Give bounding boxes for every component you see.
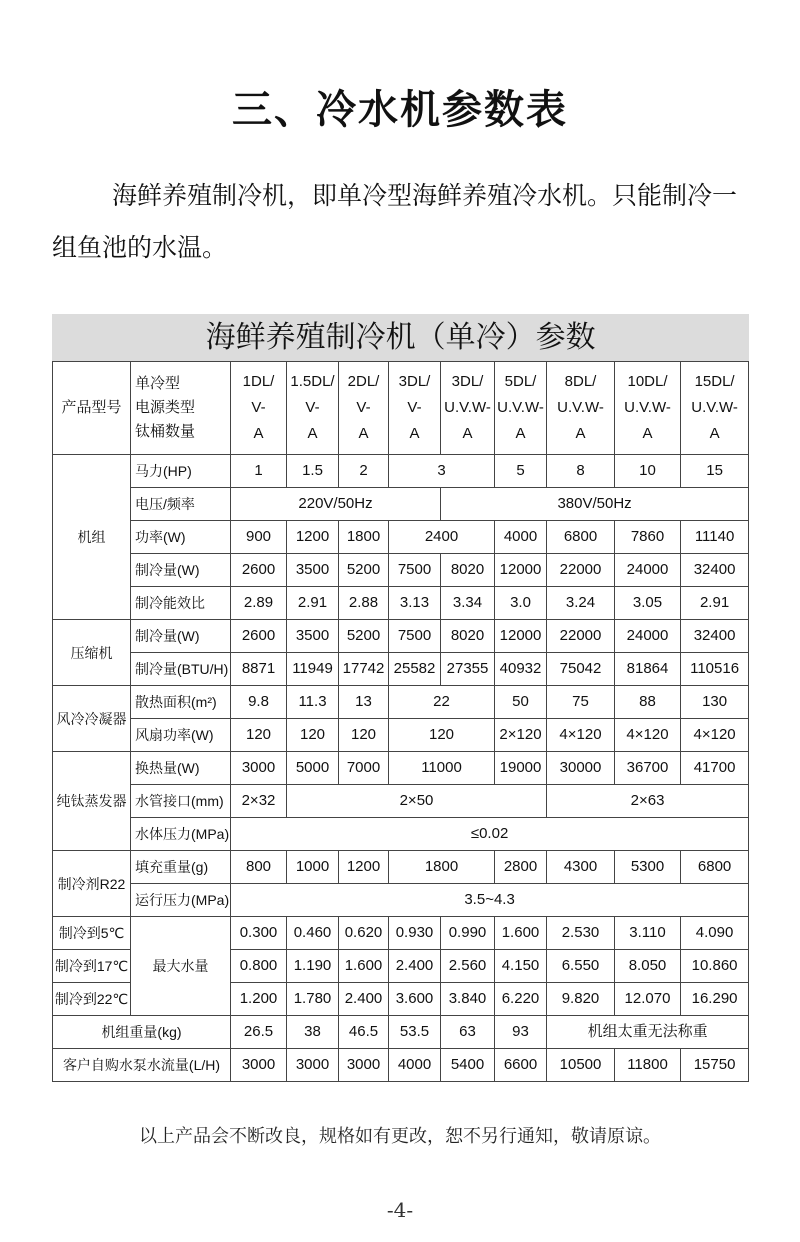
row-label: 客户自购水泵水流量(L/H)	[53, 1049, 231, 1082]
table-cell: 0.620	[339, 917, 389, 950]
table-cell: 93	[495, 1016, 547, 1049]
table-cell: 2×120	[495, 719, 547, 752]
table-cell: 0.800	[231, 950, 287, 983]
model-line: A	[253, 425, 264, 442]
table-row	[53, 587, 749, 620]
model-line: A	[409, 425, 420, 442]
table-cell: 5400	[441, 1049, 495, 1082]
table-cell: 4000	[495, 521, 547, 554]
table-cell: 1200	[287, 521, 339, 554]
table-cell: 800	[231, 851, 287, 884]
table-cell: 4300	[547, 851, 615, 884]
row-label: 风扇功率(W)	[131, 719, 231, 752]
table-cell: 2.560	[441, 950, 495, 983]
table-cell: 3.5~4.3	[231, 884, 749, 917]
model-line: V-	[251, 399, 266, 416]
model-line: U.V.W-	[691, 399, 738, 416]
table-cell: 1200	[339, 851, 389, 884]
table-cell: 7500	[389, 620, 441, 653]
model-line: U.V.W-	[624, 399, 671, 416]
row-label: 填充重量(g)	[131, 851, 231, 884]
table-cell: 2×32	[231, 785, 287, 818]
model-line: A	[709, 425, 720, 442]
group-label: 最大水量	[131, 917, 231, 1016]
table-cell: 2.400	[339, 983, 389, 1016]
table-cell: 1.780	[287, 983, 339, 1016]
page-number: -4-	[386, 1198, 414, 1222]
table-cell: 15	[681, 455, 749, 488]
table-cell: 120	[231, 719, 287, 752]
table-cell: 8	[547, 455, 615, 488]
table-row	[53, 752, 749, 785]
table-cell: 3.840	[441, 983, 495, 1016]
table-cell: 3.34	[441, 587, 495, 620]
table-cell: 22000	[547, 620, 615, 653]
table-cell: 3.05	[615, 587, 681, 620]
model-line: A	[642, 425, 653, 442]
footnote: 以上产品会不断改良，规格如有更改，恕不另行通知，敬请原谅。	[139, 1126, 661, 1147]
table-cell: 5200	[339, 620, 389, 653]
table-cell: 4.150	[495, 950, 547, 983]
table-cell: 1.200	[231, 983, 287, 1016]
model-line: 2DL/	[347, 373, 380, 390]
table-cell: 3.24	[547, 587, 615, 620]
table-cell: 5300	[615, 851, 681, 884]
table-cell: 2600	[231, 554, 287, 587]
model-line: 15DL/	[694, 373, 735, 390]
model-cell	[547, 362, 615, 455]
table-cell: 24000	[615, 554, 681, 587]
row-label: 功率(W)	[131, 521, 231, 554]
table-cell: 12000	[495, 554, 547, 587]
table-cell: 3000	[339, 1049, 389, 1082]
table-cell: 4×120	[681, 719, 749, 752]
row-label: 制冷能效比	[131, 587, 231, 620]
table-cell: 75042	[547, 653, 615, 686]
table-cell: 40932	[495, 653, 547, 686]
model-line: U.V.W-	[497, 399, 544, 416]
table-cell: 6.550	[547, 950, 615, 983]
model-line: U.V.W-	[444, 399, 491, 416]
row-label: 水体压力(MPa)	[131, 818, 231, 851]
row-label: 制冷量(BTU/H)	[131, 653, 231, 686]
table-cell: 3500	[287, 620, 339, 653]
model-cell	[441, 362, 495, 455]
model-line: 3DL/	[451, 373, 484, 390]
table-cell: 13	[339, 686, 389, 719]
table-cell: 38	[287, 1016, 339, 1049]
table-cell: 3000	[231, 1049, 287, 1082]
group-label: 制冷到22℃	[53, 983, 131, 1016]
table-row	[53, 884, 749, 917]
table-cell: 9.820	[547, 983, 615, 1016]
table-cell: 120	[287, 719, 339, 752]
row-label: 运行压力(MPa)	[131, 884, 231, 917]
table-cell: 12000	[495, 620, 547, 653]
model-cell	[231, 362, 287, 455]
table-row	[53, 917, 749, 950]
table-cell: 4×120	[615, 719, 681, 752]
model-line: 3DL/	[398, 373, 431, 390]
table-cell: 3000	[287, 1049, 339, 1082]
table-cell: 2.88	[339, 587, 389, 620]
table-cell: 2×50	[287, 785, 547, 818]
table-cell: 19000	[495, 752, 547, 785]
table-cell: 2.91	[681, 587, 749, 620]
table-cell: 0.990	[441, 917, 495, 950]
group-label: 机组	[53, 455, 131, 620]
table-row	[53, 719, 749, 752]
model-line: 5DL/	[504, 373, 537, 390]
table-cell: 26.5	[231, 1016, 287, 1049]
row-label: 马力(HP)	[131, 455, 231, 488]
model-line: 1.5DL/	[290, 373, 335, 390]
table-cell: 11000	[389, 752, 495, 785]
model-cell	[495, 362, 547, 455]
table-cell: 6.220	[495, 983, 547, 1016]
table-cell: 3.110	[615, 917, 681, 950]
table-cell: 2600	[231, 620, 287, 653]
table-row	[53, 488, 749, 521]
group-label: 制冷到5℃	[53, 917, 131, 950]
table-cell: 11.3	[287, 686, 339, 719]
table-cell: 380V/50Hz	[441, 488, 749, 521]
model-line: A	[575, 425, 586, 442]
table-cell: 36700	[615, 752, 681, 785]
table-cell: 7500	[389, 554, 441, 587]
table-cell: 75	[547, 686, 615, 719]
table-cell: 88	[615, 686, 681, 719]
row-label: 水管接口(mm)	[131, 785, 231, 818]
row-label: 电压/频率	[131, 488, 231, 521]
table-cell: 7000	[339, 752, 389, 785]
table-cell: 1.5	[287, 455, 339, 488]
table-cell: 32400	[681, 554, 749, 587]
spec-table	[52, 314, 749, 1082]
table-cell: 1800	[389, 851, 495, 884]
model-label: 产品型号	[53, 362, 131, 455]
table-cell: 16.290	[681, 983, 749, 1016]
table-cell: 1.600	[339, 950, 389, 983]
model-line: V-	[407, 399, 422, 416]
table-cell: 2.89	[231, 587, 287, 620]
table-cell: 7860	[615, 521, 681, 554]
table-cell: 1.190	[287, 950, 339, 983]
model-line: V-	[356, 399, 371, 416]
table-cell: 46.5	[339, 1016, 389, 1049]
table-cell: 5000	[287, 752, 339, 785]
table-caption: 海鲜养殖制冷机（单冷）参数	[53, 315, 749, 362]
table-row	[53, 818, 749, 851]
table-cell: 3	[389, 455, 495, 488]
table-cell: 6800	[547, 521, 615, 554]
table-cell: 4×120	[547, 719, 615, 752]
table-cell: 22	[389, 686, 495, 719]
sub-label: 电源类型	[135, 399, 196, 416]
table-cell: 41700	[681, 752, 749, 785]
table-cell: 2×63	[547, 785, 749, 818]
table-cell: 1.600	[495, 917, 547, 950]
table-cell: 1	[231, 455, 287, 488]
table-cell: ≤0.02	[231, 818, 749, 851]
table-cell: 12.070	[615, 983, 681, 1016]
table-cell: 32400	[681, 620, 749, 653]
table-cell: 50	[495, 686, 547, 719]
table-cell: 4000	[389, 1049, 441, 1082]
table-cell: 3.600	[389, 983, 441, 1016]
table-row	[53, 686, 749, 719]
row-label: 散热面积(m²)	[131, 686, 231, 719]
table-cell: 130	[681, 686, 749, 719]
table-cell: 24000	[615, 620, 681, 653]
row-label: 制冷量(W)	[131, 554, 231, 587]
model-line: A	[462, 425, 473, 442]
table-cell: 5200	[339, 554, 389, 587]
model-cell	[681, 362, 749, 455]
group-label: 风冷冷凝器	[53, 686, 131, 752]
table-cell: 81864	[615, 653, 681, 686]
table-cell: 110516	[681, 653, 749, 686]
table-header-row	[53, 362, 749, 455]
table-cell: 10	[615, 455, 681, 488]
intro-paragraph: 海鲜养殖制冷机，即单冷型海鲜养殖冷水机。只能制冷一组鱼池的水温。	[52, 181, 738, 262]
model-line: 1DL/	[242, 373, 275, 390]
table-cell: 10.860	[681, 950, 749, 983]
table-row	[53, 554, 749, 587]
table-cell: 11140	[681, 521, 749, 554]
table-cell: 120	[389, 719, 495, 752]
model-sub-labels	[131, 362, 231, 455]
table-cell: 11949	[287, 653, 339, 686]
group-label: 压缩机	[53, 620, 131, 686]
table-cell: 120	[339, 719, 389, 752]
table-cell: 22000	[547, 554, 615, 587]
row-label: 机组重量(kg)	[53, 1016, 231, 1049]
group-label: 制冷到17℃	[53, 950, 131, 983]
table-cell: 53.5	[389, 1016, 441, 1049]
sub-label: 钛桶数量	[135, 423, 196, 440]
table-cell: 11800	[615, 1049, 681, 1082]
page-title: 三、冷水机参数表	[232, 87, 568, 133]
table-cell: 9.8	[231, 686, 287, 719]
table-cell: 1800	[339, 521, 389, 554]
table-cell: 63	[441, 1016, 495, 1049]
table-cell: 8871	[231, 653, 287, 686]
table-cell: 5	[495, 455, 547, 488]
table-row	[53, 1016, 749, 1049]
table-cell: 15750	[681, 1049, 749, 1082]
table-row	[53, 521, 749, 554]
table-caption-row	[53, 315, 749, 362]
model-line: V-	[305, 399, 320, 416]
table-cell: 6600	[495, 1049, 547, 1082]
table-cell: 3.13	[389, 587, 441, 620]
table-cell: 3000	[231, 752, 287, 785]
model-line: 8DL/	[564, 373, 597, 390]
table-cell: 25582	[389, 653, 441, 686]
sub-label: 单冷型	[135, 375, 181, 392]
table-row	[53, 455, 749, 488]
table-row	[53, 620, 749, 653]
row-label: 制冷量(W)	[131, 620, 231, 653]
model-cell	[389, 362, 441, 455]
table-cell: 4.090	[681, 917, 749, 950]
table-cell: 27355	[441, 653, 495, 686]
table-cell: 2.91	[287, 587, 339, 620]
table-cell: 900	[231, 521, 287, 554]
table-cell: 2.400	[389, 950, 441, 983]
table-cell: 0.300	[231, 917, 287, 950]
table-cell: 30000	[547, 752, 615, 785]
table-cell: 10500	[547, 1049, 615, 1082]
table-cell: 2.530	[547, 917, 615, 950]
model-line: A	[358, 425, 369, 442]
model-cell	[615, 362, 681, 455]
table-row	[53, 785, 749, 818]
table-cell: 2800	[495, 851, 547, 884]
table-row	[53, 1049, 749, 1082]
table-cell: 17742	[339, 653, 389, 686]
table-cell: 3500	[287, 554, 339, 587]
table-cell: 8020	[441, 554, 495, 587]
table-cell: 0.460	[287, 917, 339, 950]
model-line: 10DL/	[627, 373, 668, 390]
table-cell: 0.930	[389, 917, 441, 950]
table-row	[53, 653, 749, 686]
table-cell: 8.050	[615, 950, 681, 983]
model-cell	[287, 362, 339, 455]
model-cell	[339, 362, 389, 455]
row-label: 换热量(W)	[131, 752, 231, 785]
table-cell: 1000	[287, 851, 339, 884]
table-cell: 6800	[681, 851, 749, 884]
model-line: U.V.W-	[557, 399, 604, 416]
table-cell: 2400	[389, 521, 495, 554]
table-row	[53, 851, 749, 884]
table-cell: 机组太重无法称重	[547, 1016, 749, 1049]
group-label: 制冷剂R22	[53, 851, 131, 917]
model-line: A	[515, 425, 526, 442]
group-label: 纯钛蒸发器	[53, 752, 131, 851]
table-cell: 220V/50Hz	[231, 488, 441, 521]
table-cell: 3.0	[495, 587, 547, 620]
table-cell: 8020	[441, 620, 495, 653]
model-line: A	[307, 425, 318, 442]
table-cell: 2	[339, 455, 389, 488]
